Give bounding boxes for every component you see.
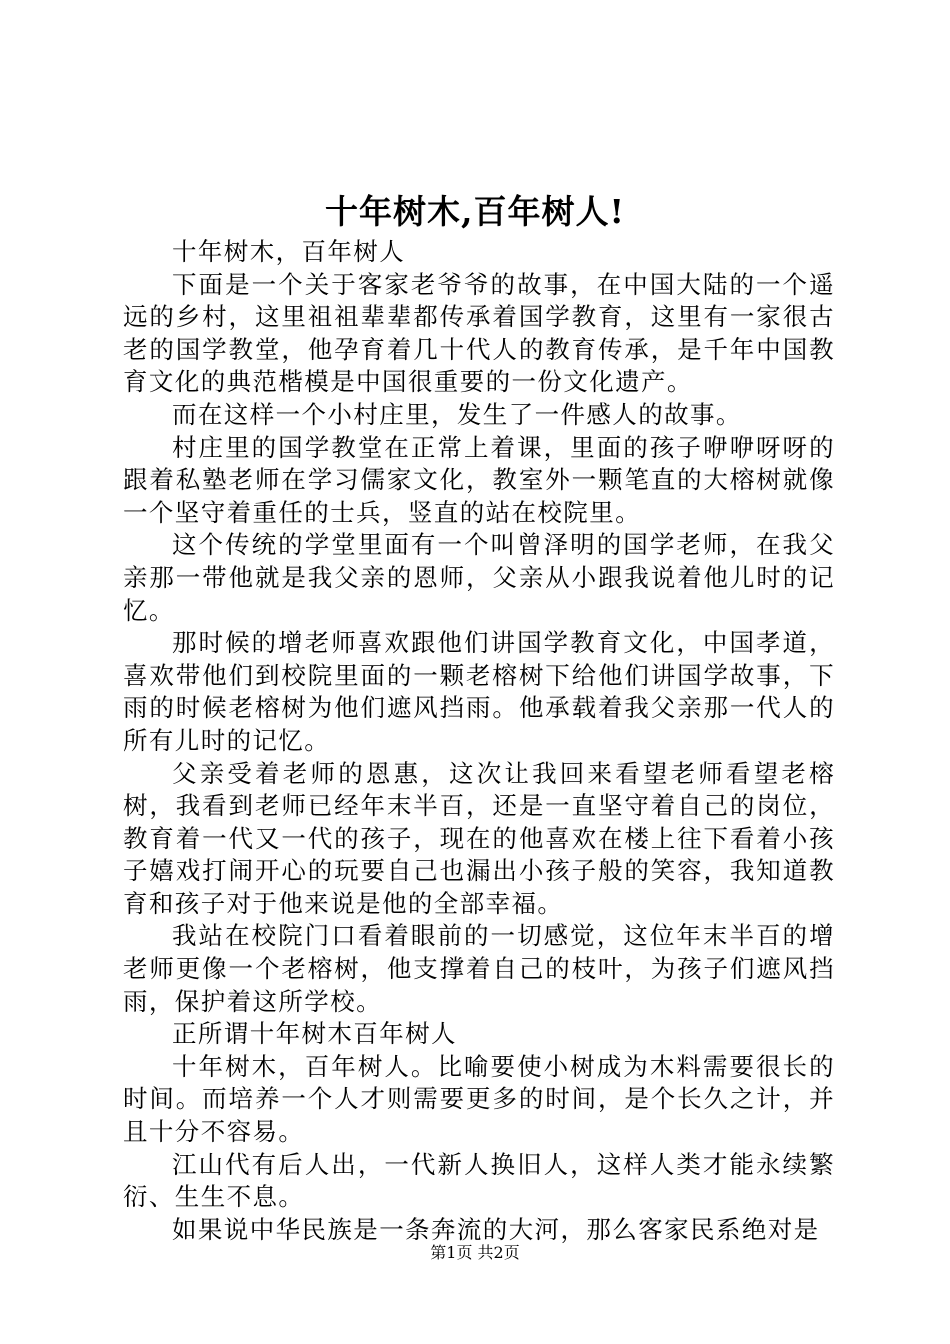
document-body — [123, 236, 835, 1246]
paragraph: 父亲受着老师的恩惠，这次让我回来看望老师看望老榕树，我看到老师已经年末半百，还是一直坚守着自己的岗位，教育着一代又一代的孩子，现在的他喜欢在楼上往下看着小孩子嬉戏打闹开心的玩要自己也漏出小孩子般的笑容，我知道教育和孩子对于他来说是他的全部幸福。 — [123, 758, 835, 918]
paragraph: 下面是一个关于客家老爷爷的故事，在中国大陆的一个遥远的乡村，这里祖祖辈辈都传承着国学教育，这里有一家很古老的国学教堂，他孕育着几十代人的教育传承，是千年中国教育文化的典范楷模是中国很重要的一份文化遗产。 — [123, 269, 835, 397]
paragraph: 村庄里的国学教堂在正常上着课，里面的孩子咿咿呀呀的跟着私塾老师在学习儒家文化，教室外一颗笔直的大榕树就像一个坚守着重任的士兵，竖直的站在校院里。 — [123, 432, 835, 527]
document-title: 十年树木,百年树人! — [325, 192, 625, 231]
page-number-footer: 第1页 共2页 — [430, 1243, 520, 1262]
paragraph: 这个传统的学堂里面有一个叫曾泽明的国学老师，在我父亲那一带他就是我父亲的恩师，父亲从小跟我说着他儿时的记忆。 — [123, 530, 835, 625]
paragraph: 我站在校院门口看着眼前的一切感觉，这位年末半百的增老师更像一个老榕树，他支撑着自己的枝叶，为孩子们遮风挡雨，保护着这所学校。 — [123, 921, 835, 1016]
paragraph: 如果说中华民族是一条奔流的大河，那么客家民系绝对是 — [172, 1214, 820, 1244]
paragraph: 那时候的增老师喜欢跟他们讲国学教育文化，中国孝道，喜欢带他们到校院里面的一颗老榕树下给他们讲国学故事，下雨的时候老榕树为他们遮风挡雨。他承载着我父亲那一代人的所有儿时的记忆。 — [123, 628, 835, 755]
paragraph: 而在这样一个小村庄里，发生了一件感人的故事。 — [172, 399, 742, 429]
paragraph: 十年树木，百年树人 — [172, 237, 406, 266]
paragraph: 十年树木，百年树人。比喻要使小树成为木料需要很长的时间。而培养一个人才则需要更多的时间，是个长久之计，并且十分不容易。 — [123, 1051, 835, 1147]
paragraph: 正所谓十年树木百年树人 — [172, 1019, 457, 1049]
paragraph: 江山代有后人出，一代新人换旧人，这样人类才能永续繁衍、生生不息。 — [123, 1149, 835, 1212]
